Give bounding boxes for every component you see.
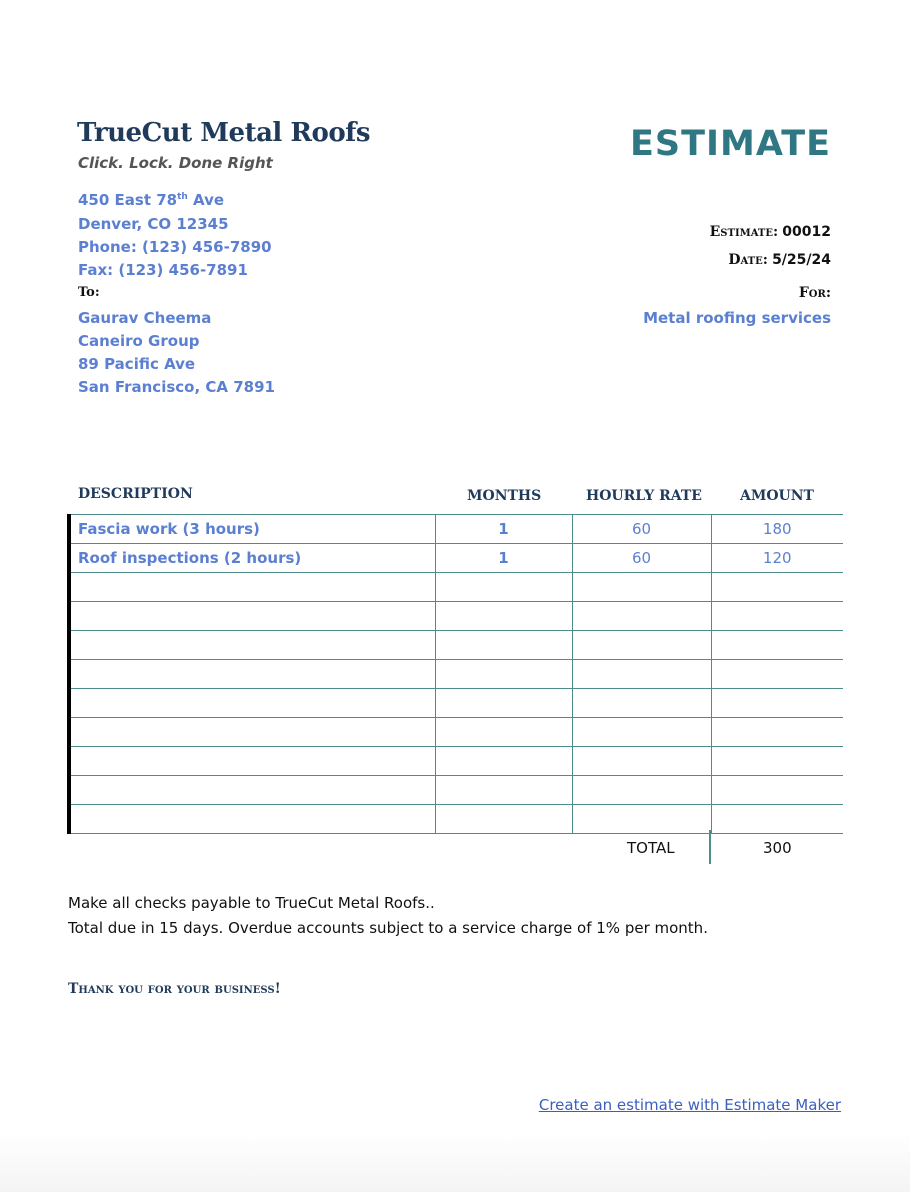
row-description: Roof inspections (2 hours) [69,544,435,573]
estimate-date-row [728,252,831,268]
line-items-table [67,514,843,834]
empty-cell [711,602,843,631]
table-row-empty [69,689,843,718]
company-phone: Phone: (123) 456-7890 [78,238,272,256]
row-amount: 180 [711,515,843,544]
recipient-company: Caneiro Group [78,332,200,350]
empty-cell [435,689,572,718]
recipient-name: Gaurav Cheema [78,309,212,327]
row-rate: 60 [572,515,711,544]
empty-cell [69,805,435,834]
estimate-number-value: 00012 [782,224,831,240]
street-part: 450 East 78 [78,191,178,209]
payment-note: Make all checks payable to TrueCut Metal Roofs.. [68,894,435,912]
table-row-empty [69,747,843,776]
estimate-number-row [710,224,831,240]
company-fax: Fax: (123) 456-7891 [78,261,248,279]
empty-cell [69,747,435,776]
page-bottom-shade [0,1132,910,1192]
empty-cell [69,776,435,805]
empty-cell [69,631,435,660]
empty-cell [435,602,572,631]
empty-cell [572,747,711,776]
street-suffix: Ave [187,191,225,209]
row-months: 1 [435,544,572,573]
empty-cell [69,602,435,631]
empty-cell [69,689,435,718]
table-row-empty [69,602,843,631]
empty-cell [711,573,843,602]
total-divider [709,830,711,864]
empty-cell [572,660,711,689]
empty-cell [711,631,843,660]
company-address-street [78,191,224,209]
empty-cell [711,689,843,718]
empty-cell [572,689,711,718]
empty-cell [711,805,843,834]
table-row-empty [69,805,843,834]
recipient-street: 89 Pacific Ave [78,355,196,373]
terms-note: Total due in 15 days. Overdue accounts subject to a service charge of 1% per month. [68,919,708,937]
recipient-city: San Francisco, CA 7891 [78,378,275,396]
empty-cell [711,660,843,689]
row-amount: 120 [711,544,843,573]
company-name: TrueCut Metal Roofs [77,118,370,148]
empty-cell [572,631,711,660]
date-label: Date: [728,252,768,268]
empty-cell [69,718,435,747]
header-amount: AMOUNT [740,488,814,504]
document-title: ESTIMATE [630,124,831,164]
empty-cell [572,776,711,805]
thank-you-message: Thank you for your business! [68,981,281,997]
for-label: For: [798,285,831,301]
table-row-empty [69,776,843,805]
empty-cell [435,631,572,660]
row-months: 1 [435,515,572,544]
total-value: 300 [763,839,792,857]
empty-cell [711,776,843,805]
header-description: DESCRIPTION [78,486,193,502]
total-label: TOTAL [627,839,675,857]
header-months: MONTHS [467,488,542,504]
empty-cell [435,573,572,602]
table-row [69,515,843,544]
to-label: To: [78,285,100,300]
date-value: 5/25/24 [772,252,831,268]
empty-cell [435,660,572,689]
row-rate: 60 [572,544,711,573]
empty-cell [711,718,843,747]
table-row-empty [69,573,843,602]
header-hourly-rate: HOURLY RATE [586,488,702,504]
empty-cell [572,805,711,834]
empty-cell [435,776,572,805]
estimate-maker-link[interactable]: Create an estimate with Estimate Maker [538,1096,841,1114]
empty-cell [572,602,711,631]
empty-cell [69,660,435,689]
street-ordinal: th [177,192,188,202]
for-value: Metal roofing services [643,309,831,327]
estimate-number-label: Estimate: [709,224,779,240]
empty-cell [435,718,572,747]
empty-cell [711,747,843,776]
row-description: Fascia work (3 hours) [69,515,435,544]
table-row-empty [69,631,843,660]
empty-cell [69,573,435,602]
table-row-empty [69,718,843,747]
empty-cell [572,718,711,747]
table-row [69,544,843,573]
company-address-city: Denver, CO 12345 [78,215,229,233]
empty-cell [435,747,572,776]
company-tagline: Click. Lock. Done Right [78,154,273,172]
table-row-empty [69,660,843,689]
empty-cell [435,805,572,834]
empty-cell [572,573,711,602]
